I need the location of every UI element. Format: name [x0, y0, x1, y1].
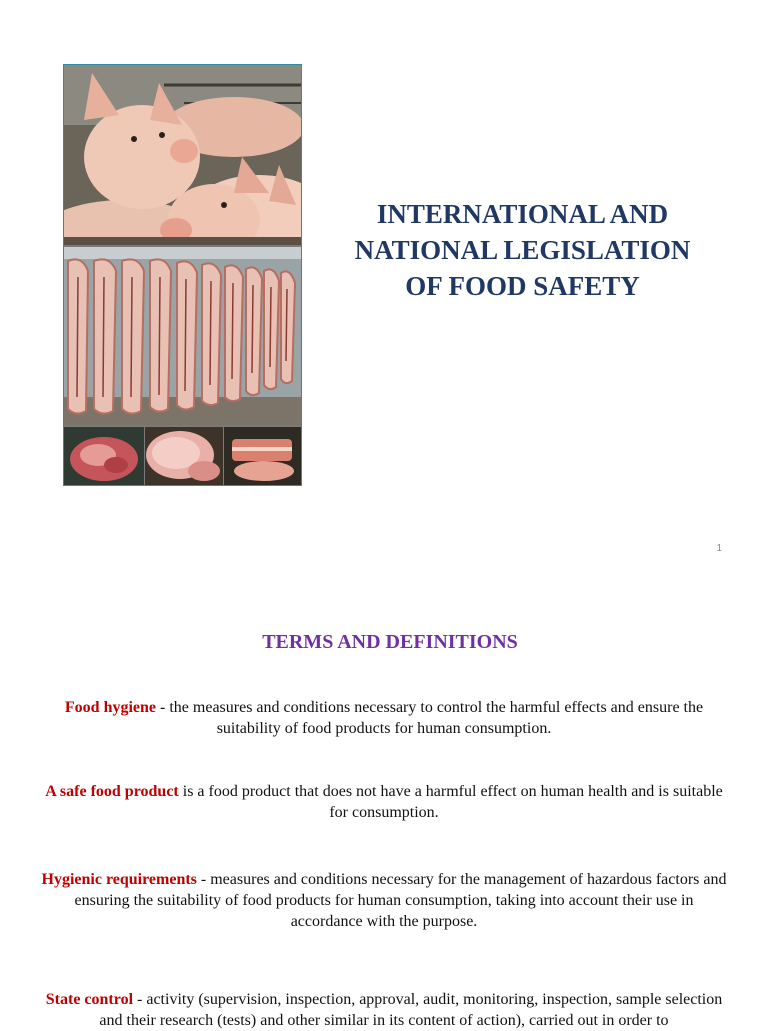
definition-state-control — [40, 989, 728, 1031]
definition-term: State control — [45, 991, 134, 1008]
definition-term: Hygienic requirements — [41, 871, 197, 888]
definition-hygienic-requirements — [40, 869, 728, 932]
pigs-photo — [64, 65, 301, 245]
slide-title-line-2: NATIONAL LEGISLATION — [354, 235, 691, 265]
section-heading: TERMS AND DEFINITIONS — [262, 631, 518, 653]
slide-title-line-3: OF FOOD SAFETY — [405, 271, 640, 301]
definition-term: A safe food product — [45, 783, 179, 800]
definition-text: - the measures and conditions necessary to control the harmful effects and ensure the suitability of food products for human consumption. — [156, 699, 704, 737]
page-number: 1 — [716, 543, 722, 554]
food-photo-collage — [63, 64, 302, 486]
pork-cuts-photo — [64, 427, 301, 485]
slide-title-line-1: INTERNATIONAL AND — [376, 199, 669, 229]
definition-safe-food-product — [40, 781, 728, 823]
definition-text: - measures and conditions necessary for the management of hazardous factors and ensuring the suitability of food products for human consumption, taking into account their use in accordance with the purpose. — [74, 871, 727, 930]
slide-title — [320, 196, 725, 304]
definition-food-hygiene — [40, 697, 728, 739]
definition-text: is a food product that does not have a harmful effect on human health and is suitable for consumption. — [178, 783, 723, 821]
definition-term: Food hygiene — [64, 699, 157, 716]
definition-text: - activity (supervision, inspection, approval, audit, monitoring, inspection, sample selection and their research (tests) and other similar in its content of action), carried out in order to — [99, 991, 723, 1029]
pig-carcasses-photo — [64, 247, 301, 425]
